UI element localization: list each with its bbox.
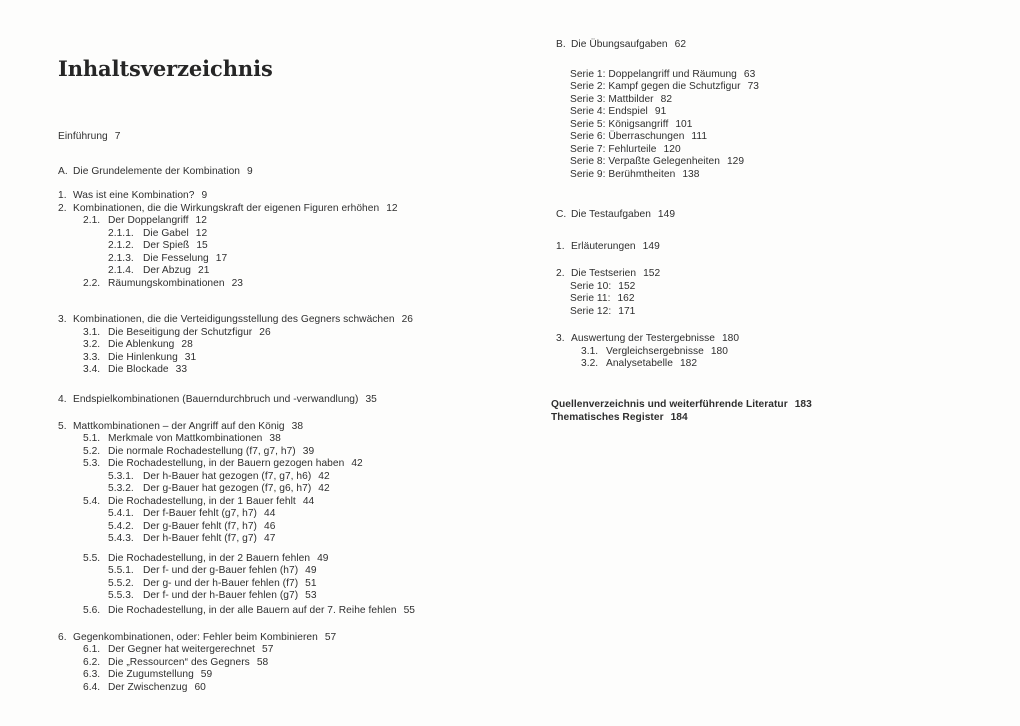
toc-entry-page-number: 55 bbox=[403, 605, 416, 616]
toc-entry[interactable] bbox=[570, 81, 759, 93]
toc-entry[interactable] bbox=[83, 433, 281, 445]
toc-entry-page-number: 42 bbox=[318, 470, 330, 482]
toc-entry-label: Die Rochadestellung, in der 2 Bauern fehlen bbox=[108, 552, 311, 564]
toc-entry-page-number: 63 bbox=[743, 68, 756, 80]
toc-entry-page-number: 7 bbox=[114, 131, 121, 142]
toc-entry[interactable] bbox=[570, 69, 755, 81]
toc-entry-page-number: 39 bbox=[302, 445, 315, 457]
toc-entry-page-number: 44 bbox=[263, 508, 276, 519]
toc-entry-label: Thematisches Register bbox=[551, 411, 664, 423]
toc-entry-page-number: 62 bbox=[674, 39, 687, 50]
toc-entry-page-number: 57 bbox=[324, 631, 337, 643]
toc-entry-number: 2.1. bbox=[83, 215, 101, 226]
toc-entry[interactable] bbox=[570, 131, 707, 143]
toc-entry-label: Die Hinlenkung bbox=[108, 351, 178, 363]
toc-entry[interactable] bbox=[108, 565, 317, 577]
toc-entry[interactable] bbox=[108, 483, 330, 495]
toc-entry[interactable] bbox=[570, 306, 635, 318]
toc-entry-number: 5.5.1. bbox=[108, 565, 134, 576]
toc-entry[interactable] bbox=[83, 605, 415, 617]
toc-entry-number: 2.2. bbox=[83, 277, 101, 289]
toc-entry[interactable] bbox=[108, 240, 208, 252]
toc-entry-label: Der Abzug bbox=[143, 265, 192, 276]
toc-entry-number: 5. bbox=[58, 420, 67, 432]
toc-entry-label: Serie 3: Mattbilder bbox=[570, 93, 654, 105]
toc-entry-number: B. bbox=[556, 39, 566, 50]
toc-entry[interactable] bbox=[83, 327, 271, 339]
toc-entry-label: Die Testaufgaben bbox=[571, 209, 651, 220]
toc-entry[interactable] bbox=[108, 533, 275, 545]
toc-entry-page-number: 26 bbox=[401, 314, 414, 325]
toc-entry-number: 5.5.2. bbox=[108, 577, 134, 589]
toc-entry-number: 1. bbox=[556, 241, 565, 252]
toc-entry-page-number: 60 bbox=[194, 681, 206, 693]
toc-entry-page-number: 82 bbox=[660, 93, 673, 105]
toc-entry-label: Serie 5: Königsangriff bbox=[570, 118, 669, 130]
toc-entry-page-number: 35 bbox=[365, 394, 377, 405]
toc-entry[interactable] bbox=[108, 265, 209, 277]
toc-entry-page-number: 180 bbox=[721, 333, 740, 344]
toc-entry-number: 3.2. bbox=[581, 358, 599, 369]
toc-entry-label: Auswertung der Testergebnisse bbox=[571, 333, 715, 344]
toc-entry-number: 6.2. bbox=[83, 656, 101, 668]
toc-entry-label: Die normale Rochadestellung (f7, g7, h7) bbox=[108, 445, 296, 457]
toc-entry-label: Vergleichsergebnisse bbox=[606, 345, 704, 357]
toc-entry-number: 3.1. bbox=[581, 345, 599, 357]
toc-entry-page-number: 9 bbox=[201, 190, 208, 201]
toc-entry[interactable] bbox=[58, 314, 413, 326]
toc-entry-number: 6.4. bbox=[83, 681, 101, 693]
toc-entry[interactable] bbox=[570, 144, 681, 156]
toc-entry-page-number: 9 bbox=[247, 166, 253, 177]
toc-entry[interactable] bbox=[83, 339, 193, 351]
toc-entry-label: Die Ablenkung bbox=[108, 339, 175, 350]
toc-entry-number: 5.5. bbox=[83, 552, 101, 564]
toc-entry-page-number: 38 bbox=[269, 433, 281, 444]
toc-entry[interactable] bbox=[570, 293, 635, 305]
toc-entry-page-number: 12 bbox=[195, 215, 207, 226]
toc-entry-number: A. bbox=[58, 166, 68, 177]
toc-entry-page-number: 138 bbox=[682, 168, 700, 180]
toc-entry[interactable] bbox=[570, 156, 744, 168]
toc-entry-label: Der Zwischenzug bbox=[108, 681, 188, 693]
toc-entry[interactable] bbox=[556, 39, 686, 51]
toc-entry[interactable] bbox=[58, 203, 398, 215]
toc-entry-number: 2.1.4. bbox=[108, 265, 134, 276]
toc-entry-page-number: 183 bbox=[794, 399, 812, 410]
toc-entry-label: Was ist eine Kombination? bbox=[73, 190, 195, 201]
toc-entry-number: C. bbox=[556, 209, 567, 220]
toc-entry-label: Die Blockade bbox=[108, 364, 169, 375]
toc-entry-page-number: 73 bbox=[747, 81, 759, 92]
toc-entry[interactable] bbox=[83, 496, 314, 508]
toc-entry-page-number: 44 bbox=[302, 495, 315, 507]
toc-entry-page-number: 180 bbox=[710, 345, 728, 357]
toc-entry[interactable] bbox=[83, 215, 207, 227]
toc-entry-label: Die Beseitigung der Schutzfigur bbox=[108, 326, 253, 338]
toc-entry-number: 1. bbox=[58, 190, 67, 201]
toc-entry-label: Erläuterungen bbox=[571, 241, 636, 252]
toc-entry-page-number: 162 bbox=[617, 293, 635, 304]
toc-entry-page-number: 182 bbox=[679, 358, 698, 369]
toc-entry-page-number: 59 bbox=[200, 669, 213, 680]
toc-entry[interactable] bbox=[83, 446, 314, 458]
toc-entry-label: Die Zugumstellung bbox=[108, 669, 194, 680]
toc-entry-page-number: 184 bbox=[670, 411, 688, 423]
toc-entry[interactable] bbox=[556, 209, 675, 221]
toc-entry-number: 5.6. bbox=[83, 605, 101, 616]
toc-entry-number: 5.3. bbox=[83, 458, 101, 469]
toc-entry-page-number: 12 bbox=[195, 227, 208, 239]
toc-entry-page-number: 12 bbox=[386, 202, 398, 214]
toc-entry[interactable] bbox=[83, 352, 196, 364]
toc-entry-label: Einführung bbox=[58, 131, 108, 142]
toc-entry-page-number: 101 bbox=[675, 118, 693, 130]
toc-entry-label: Serie 2: Kampf gegen die Schutzfigur bbox=[570, 81, 741, 92]
toc-entry-label: Serie 8: Verpaßte Gelegenheiten bbox=[570, 156, 720, 167]
toc-entry[interactable] bbox=[108, 471, 330, 483]
toc-entry-number: 6. bbox=[58, 631, 67, 643]
toc-entry-number: 3.4. bbox=[83, 364, 101, 375]
toc-entry-label: Die Grundelemente der Kombination bbox=[73, 166, 241, 177]
toc-entry-page-number: 152 bbox=[643, 268, 661, 279]
toc-entry-page-number: 33 bbox=[175, 364, 188, 375]
toc-entry-label: Serie 1: Doppelangriff und Räumung bbox=[570, 68, 737, 80]
toc-entry-label: Der Spieß bbox=[143, 240, 190, 251]
toc-entry[interactable] bbox=[58, 421, 303, 433]
toc-entry-number: 3.2. bbox=[83, 339, 101, 350]
toc-entry-number: 3. bbox=[556, 333, 565, 344]
toc-entry-page-number: 17 bbox=[215, 252, 228, 264]
toc-entry[interactable] bbox=[83, 644, 273, 656]
toc-entry[interactable] bbox=[83, 553, 329, 565]
toc-entry-label: Der g- und der h-Bauer fehlen (f7) bbox=[143, 577, 299, 589]
toc-entry-label: Quellenverzeichnis und weiterführende Literatur bbox=[551, 399, 788, 410]
toc-entry-number: 2.1.3. bbox=[108, 252, 134, 264]
toc-entry-page-number: 57 bbox=[262, 644, 274, 655]
toc-entry-page-number: 38 bbox=[291, 420, 304, 432]
toc-entry-page-number: 120 bbox=[663, 143, 681, 155]
toc-entry-label: Serie 9: Berühmtheiten bbox=[570, 168, 676, 180]
toc-entry-page-number: 58 bbox=[256, 656, 269, 668]
toc-entry-label: Serie 6: Überraschungen bbox=[570, 131, 685, 142]
toc-entry-label: Serie 11: bbox=[570, 293, 611, 304]
toc-entry-page-number: 42 bbox=[351, 458, 363, 469]
toc-entry-label: Die Rochadestellung, in der Bauern gezogen haben bbox=[108, 458, 345, 469]
toc-entry-number: 2.1.1. bbox=[108, 227, 134, 239]
toc-entry[interactable] bbox=[58, 166, 253, 178]
toc-entry-page-number: 26 bbox=[259, 326, 271, 338]
toc-entry-label: Der f- und der h-Bauer fehlen (g7) bbox=[143, 590, 299, 601]
toc-entry[interactable] bbox=[83, 682, 206, 694]
toc-entry-label: Serie 12: bbox=[570, 305, 612, 317]
toc-entry-label: Die Rochadestellung, in der 1 Bauer fehlt bbox=[108, 495, 296, 507]
toc-entry[interactable] bbox=[58, 632, 336, 644]
toc-entry-number: 5.3.2. bbox=[108, 483, 134, 494]
toc-entry-page-number: 171 bbox=[618, 305, 636, 317]
toc-entry[interactable] bbox=[58, 131, 121, 143]
toc-entry-page-number: 42 bbox=[318, 483, 330, 494]
toc-entry-label: Merkmale von Mattkombinationen bbox=[108, 433, 263, 444]
toc-entry[interactable] bbox=[570, 106, 666, 118]
toc-entry-number: 5.4.2. bbox=[108, 520, 134, 532]
toc-entry-page-number: 129 bbox=[726, 156, 745, 167]
toc-entry-page-number: 49 bbox=[317, 552, 329, 564]
toc-entry[interactable] bbox=[83, 278, 243, 290]
toc-entry-page-number: 23 bbox=[231, 277, 244, 289]
toc-entry-number: 5.1. bbox=[83, 433, 101, 444]
toc-entry[interactable] bbox=[581, 358, 697, 370]
toc-entry-label: Der g-Bauer fehlt (f7, h7) bbox=[143, 520, 257, 532]
toc-entry-page-number: 31 bbox=[184, 351, 197, 363]
toc-entry[interactable] bbox=[556, 333, 739, 345]
toc-entry[interactable] bbox=[551, 399, 812, 411]
toc-entry-label: Serie 7: Fehlurteile bbox=[570, 143, 657, 155]
toc-entry-page-number: 149 bbox=[642, 241, 660, 252]
toc-entry[interactable] bbox=[108, 578, 317, 590]
toc-entry-number: 2. bbox=[556, 268, 565, 279]
toc-entry[interactable] bbox=[108, 228, 207, 240]
toc-entry-number: 5.2. bbox=[83, 445, 101, 457]
toc-entry-page-number: 15 bbox=[196, 240, 208, 251]
toc-entry-number: 5.3.1. bbox=[108, 470, 134, 482]
toc-entry-number: 5.4. bbox=[83, 495, 101, 507]
toc-entry-page-number: 53 bbox=[305, 590, 317, 601]
toc-entry-page-number: 46 bbox=[263, 520, 276, 532]
toc-entry-label: Die Gabel bbox=[143, 227, 189, 239]
toc-entry-label: Die Übungsaufgaben bbox=[571, 39, 668, 50]
toc-entry[interactable] bbox=[570, 94, 672, 106]
toc-entry-label: Der Gegner hat weitergerechnet bbox=[108, 644, 256, 655]
toc-entry-label: Der Doppelangriff bbox=[108, 215, 189, 226]
toc-entry-number: 3.1. bbox=[83, 326, 101, 338]
toc-entry[interactable] bbox=[570, 119, 692, 131]
toc-entry[interactable] bbox=[581, 346, 728, 358]
toc-entry[interactable] bbox=[83, 657, 268, 669]
toc-entry-label: Die Rochadestellung, in der alle Bauern auf der 7. Reihe fehlen bbox=[108, 605, 397, 616]
toc-entry-number: 5.5.3. bbox=[108, 590, 134, 601]
toc-entry-label: Gegenkombinationen, oder: Fehler beim Kombinieren bbox=[73, 631, 318, 643]
page-title: Inhaltsverzeichnis bbox=[58, 56, 273, 81]
toc-entry-label: Die „Ressourcen“ des Gegners bbox=[108, 656, 250, 668]
toc-entry-number: 4. bbox=[58, 394, 67, 405]
toc-entry[interactable] bbox=[551, 412, 688, 424]
toc-entry[interactable] bbox=[83, 458, 363, 470]
toc-entry-label: Serie 4: Endspiel bbox=[570, 106, 648, 117]
toc-entry-number: 6.3. bbox=[83, 669, 101, 680]
toc-entry-page-number: 111 bbox=[691, 131, 708, 142]
toc-entry-label: Die Fesselung bbox=[143, 252, 209, 264]
toc-entry-number: 2. bbox=[58, 202, 67, 214]
toc-entry-number: 6.1. bbox=[83, 644, 101, 655]
toc-entry[interactable] bbox=[570, 169, 699, 181]
toc-entry-page-number: 51 bbox=[305, 577, 317, 589]
toc-entry-page-number: 149 bbox=[657, 209, 676, 220]
toc-entry[interactable] bbox=[556, 241, 660, 253]
toc-entry-label: Mattkombinationen – der Angriff auf den König bbox=[73, 420, 285, 432]
toc-entry-label: Der h-Bauer hat gezogen (f7, g7, h6) bbox=[143, 470, 312, 482]
toc-entry[interactable] bbox=[108, 590, 317, 602]
toc-entry-label: Der f- und der g-Bauer fehlen (h7) bbox=[143, 565, 299, 576]
toc-entry[interactable] bbox=[83, 364, 187, 376]
toc-entry-number: 3. bbox=[58, 314, 67, 325]
toc-entry-number: 3.3. bbox=[83, 351, 101, 363]
toc-entry[interactable] bbox=[108, 508, 275, 520]
toc-entry[interactable] bbox=[83, 669, 212, 681]
toc-entry-label: Analysetabelle bbox=[606, 358, 673, 369]
toc-entry-label: Endspielkombinationen (Bauerndurchbruch und -verwandlung) bbox=[73, 394, 359, 405]
toc-entry-page-number: 21 bbox=[198, 265, 210, 276]
toc-entry[interactable] bbox=[108, 253, 227, 265]
toc-entry-page-number: 47 bbox=[263, 533, 276, 544]
toc-entry-label: Der f-Bauer fehlt (g7, h7) bbox=[143, 508, 257, 519]
toc-entry[interactable] bbox=[556, 268, 660, 280]
toc-entry-label: Die Testserien bbox=[571, 268, 637, 279]
toc-entry-label: Serie 10: bbox=[570, 280, 612, 292]
toc-entry-page-number: 28 bbox=[181, 339, 193, 350]
toc-entry-label: Der h-Bauer fehlt (f7, g7) bbox=[143, 533, 257, 544]
toc-entry-label: Kombinationen, die die Wirkungskraft der eigenen Figuren erhöhen bbox=[73, 202, 380, 214]
toc-entry[interactable] bbox=[570, 281, 635, 293]
toc-entry[interactable] bbox=[58, 394, 377, 406]
toc-entry-number: 5.4.3. bbox=[108, 533, 134, 544]
toc-entry-number: 5.4.1. bbox=[108, 508, 134, 519]
toc-entry-page-number: 91 bbox=[654, 106, 667, 117]
toc-entry-label: Räumungskombinationen bbox=[108, 277, 225, 289]
toc-entry[interactable] bbox=[58, 190, 207, 202]
toc-entry-label: Kombinationen, die die Verteidigungsstellung des Gegners schwächen bbox=[73, 314, 395, 325]
toc-entry-number: 2.1.2. bbox=[108, 240, 134, 251]
toc-entry[interactable] bbox=[108, 521, 275, 533]
toc-entry-label: Der g-Bauer hat gezogen (f7, g6, h7) bbox=[143, 483, 312, 494]
toc-entry-page-number: 49 bbox=[305, 565, 317, 576]
toc-entry-page-number: 152 bbox=[618, 280, 636, 292]
